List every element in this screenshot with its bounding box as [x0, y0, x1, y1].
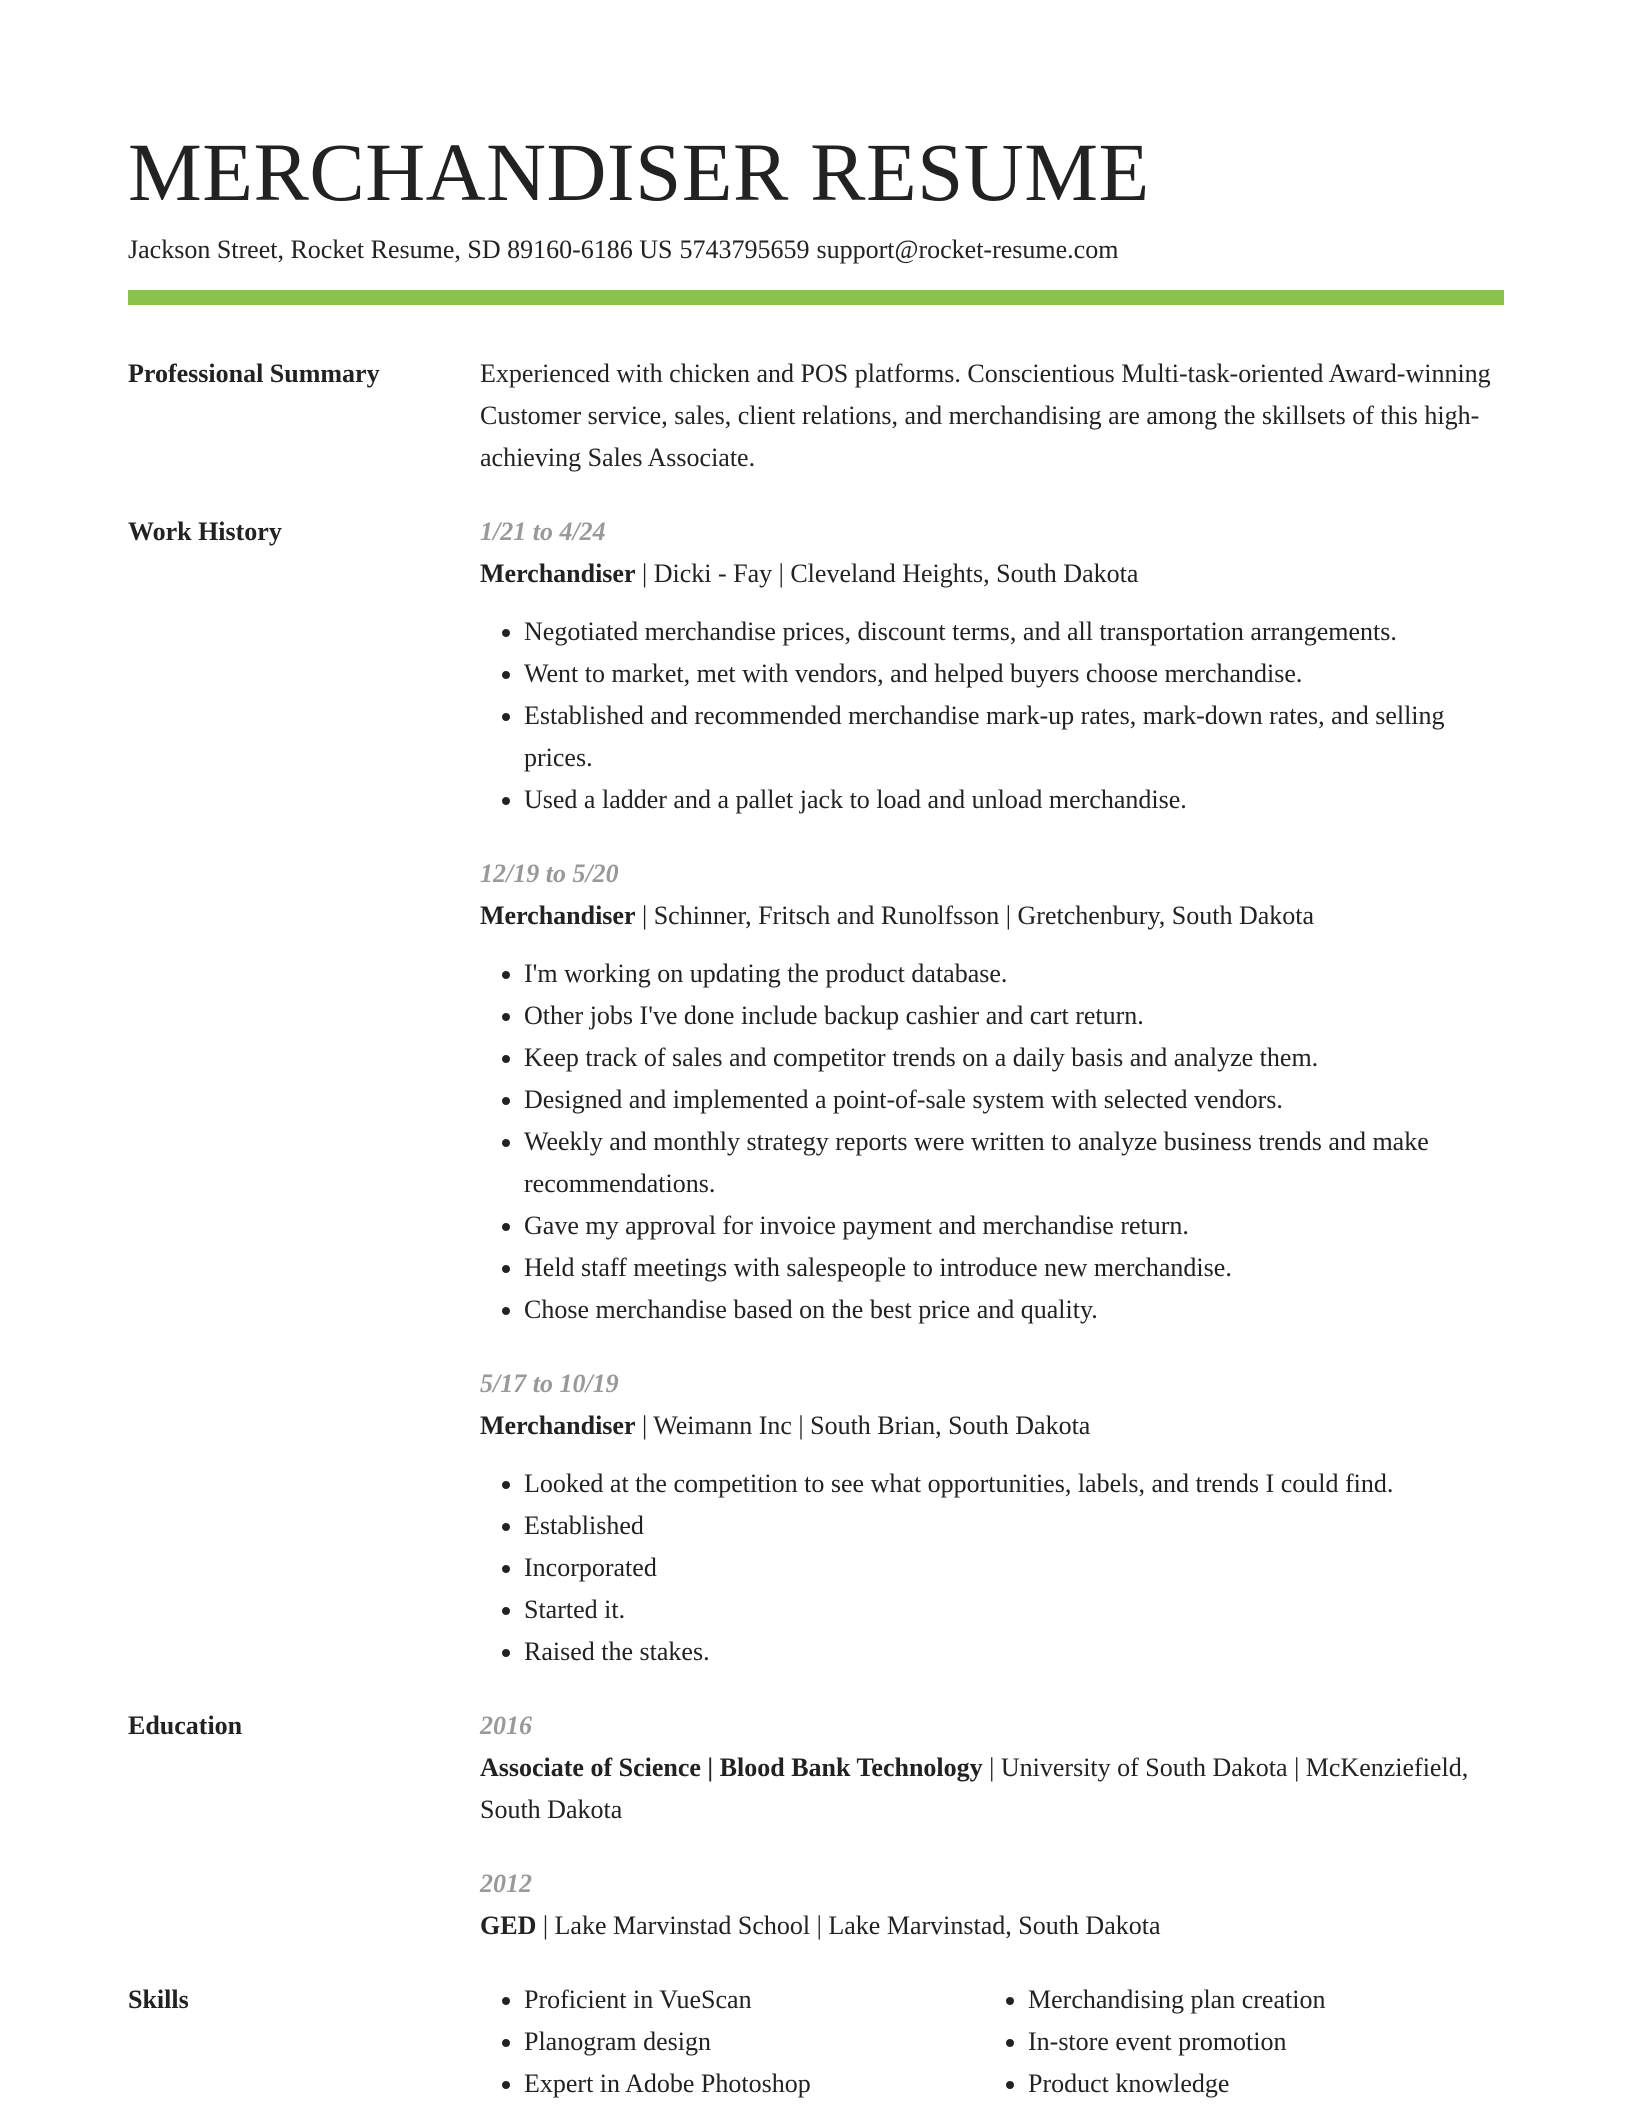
list-item: • Negotiated merchandise prices, discount terms, and all transportation arrangements.	[524, 611, 1504, 653]
list-item: • Established	[524, 1505, 1504, 1547]
list-item: • Started it.	[524, 1589, 1504, 1631]
summary-text: Experienced with chicken and POS platforms. Conscientious Multi-task-oriented Award-winning Customer service, sales, client relations, and merchandising are among the skillsets of this high-achieving Sales Associate.	[480, 359, 1491, 472]
resume-page	[128, 120, 1504, 2105]
resume-title: MERCHANDISER RESUME	[128, 126, 1150, 218]
summary-section	[128, 353, 1504, 479]
section-label-summary: Professional Summary	[128, 359, 380, 388]
education-entry	[480, 1863, 1504, 1947]
job-details: | Dicki - Fay | Cleveland Heights, South Dakota	[635, 559, 1139, 588]
school-details: | Lake Marvinstad School | Lake Marvinstad, South Dakota	[536, 1911, 1161, 1940]
degree: Associate of Science | Blood Bank Technology	[480, 1753, 983, 1782]
list-item: • Keep track of sales and competitor trends on a daily basis and analyze them.	[524, 1037, 1504, 1079]
work-entry-bullets	[480, 611, 1504, 821]
work-history-body	[480, 511, 1504, 1673]
work-entry	[480, 1363, 1504, 1673]
list-item: • Used a ladder and a pallet jack to load and unload merchandise.	[524, 779, 1504, 821]
work-entry-dates: 1/21 to 4/24	[480, 517, 606, 546]
skills-grid	[480, 1979, 1504, 2105]
work-entry-heading	[480, 1405, 1504, 1447]
work-entry-heading	[480, 895, 1504, 937]
list-item: • Merchandising plan creation	[1028, 1979, 1488, 2021]
section-label-work-history: Work History	[128, 517, 282, 546]
education-body	[480, 1705, 1504, 1947]
section-label-skills: Skills	[128, 1985, 189, 2014]
list-item: • Established and recommended merchandise mark-up rates, mark-down rates, and selling prices.	[524, 695, 1504, 779]
list-item: • Weekly and monthly strategy reports were written to analyze business trends and make recommendations.	[524, 1121, 1504, 1205]
skills-section	[128, 1979, 1504, 2105]
list-item: • Planogram design	[524, 2021, 984, 2063]
contact-email: support@rocket-resume.com	[816, 235, 1119, 264]
list-item: • Product knowledge	[1028, 2063, 1488, 2105]
work-entry-dates: 12/19 to 5/20	[480, 859, 619, 888]
education-year: 2016	[480, 1711, 532, 1740]
school-details: | University of South Dakota | McKenziefield, South Dakota	[480, 1753, 1469, 1824]
list-item: • Held staff meetings with salespeople to introduce new merchandise.	[524, 1247, 1504, 1289]
contact-address: Jackson Street, Rocket Resume, SD 89160-6186 US	[128, 235, 673, 264]
education-heading	[480, 1905, 1504, 1947]
list-item: • Other jobs I've done include backup cashier and cart return.	[524, 995, 1504, 1037]
skills-column-2	[984, 1979, 1488, 2105]
list-item: • Expert in Adobe Photoshop	[524, 2063, 984, 2105]
work-entry	[480, 853, 1504, 1331]
section-label-education: Education	[128, 1711, 243, 1740]
skills-column-1	[480, 1979, 984, 2105]
job-title: Merchandiser	[480, 901, 636, 930]
education-entry	[480, 1705, 1504, 1831]
education-section	[128, 1705, 1504, 1947]
work-history-section	[128, 511, 1504, 1673]
list-item: • In-store event promotion	[1028, 2021, 1488, 2063]
list-item: • Gave my approval for invoice payment and merchandise return.	[524, 1205, 1504, 1247]
work-entry-heading	[480, 553, 1504, 595]
skills-body	[480, 1979, 1504, 2105]
job-details: | Weimann Inc | South Brian, South Dakota	[635, 1411, 1091, 1440]
list-item: • Chose merchandise based on the best price and quality.	[524, 1289, 1504, 1331]
accent-divider	[128, 290, 1504, 305]
list-item: • Went to market, met with vendors, and helped buyers choose merchandise.	[524, 653, 1504, 695]
job-title: Merchandiser	[480, 1411, 636, 1440]
degree: GED	[480, 1911, 537, 1940]
list-item: • Incorporated	[524, 1547, 1504, 1589]
list-item: • Designed and implemented a point-of-sale system with selected vendors.	[524, 1079, 1504, 1121]
list-item: • Looked at the competition to see what opportunities, labels, and trends I could find.	[524, 1463, 1504, 1505]
job-details: | Schinner, Fritsch and Runolfsson | Gretchenbury, South Dakota	[635, 901, 1315, 930]
education-heading	[480, 1747, 1504, 1831]
list-item: • Raised the stakes.	[524, 1631, 1504, 1673]
contact-line	[128, 232, 1504, 268]
list-item: • I'm working on updating the product database.	[524, 953, 1504, 995]
work-entry-bullets	[480, 953, 1504, 1331]
work-entry	[480, 511, 1504, 821]
education-year: 2012	[480, 1869, 532, 1898]
contact-phone: 5743795659	[679, 235, 810, 264]
work-entry-dates: 5/17 to 10/19	[480, 1369, 619, 1398]
work-entry-bullets	[480, 1463, 1504, 1673]
job-title: Merchandiser	[480, 559, 636, 588]
list-item: • Proficient in VueScan	[524, 1979, 984, 2021]
